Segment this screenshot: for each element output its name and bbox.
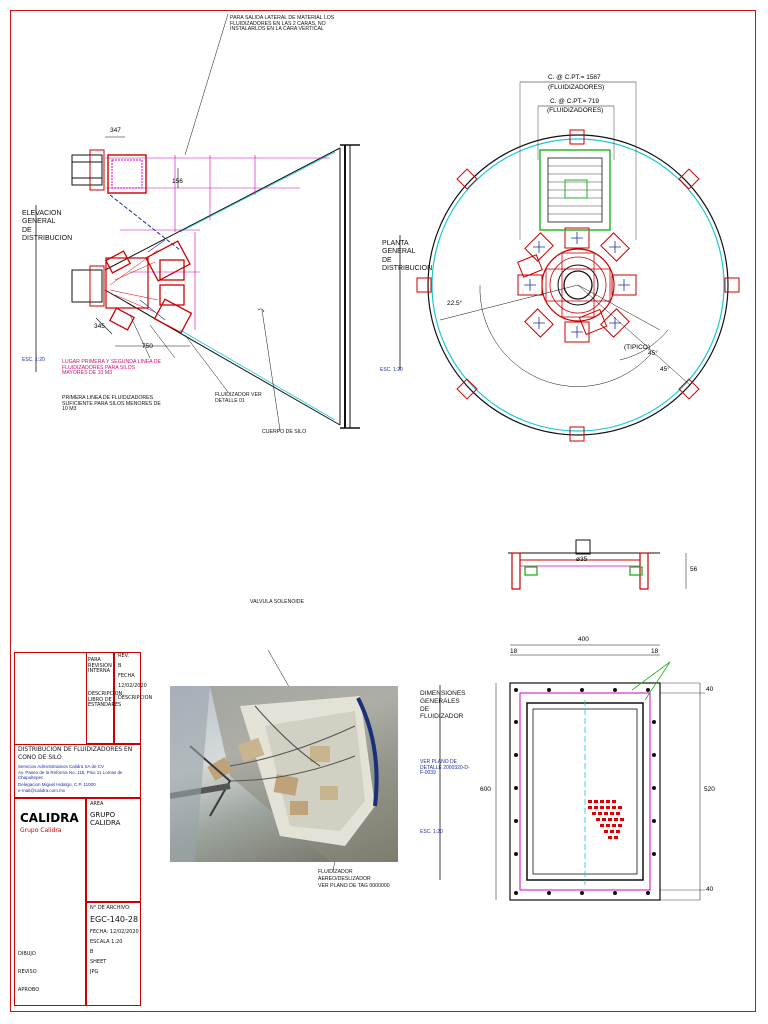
elevation-title: ELEVACION GENERAL DE DISTRIBUCION	[22, 210, 73, 243]
tb-rev-label: REV.	[118, 653, 129, 659]
section-dim-dia: ø35	[576, 556, 588, 563]
tb-company-3: Delegacion Miguel Hidalgo, C.P. 11000	[18, 782, 96, 787]
dim-156: 156	[172, 178, 183, 185]
fluidizer-dims-title: DIMENSIONES GENERALES DE FLUIDIZADOR	[420, 690, 466, 721]
plan-angle-45a: 45°	[648, 350, 658, 357]
fluidizer-dims-scale: ESC. 1:20	[420, 829, 443, 835]
plan-title: PLANTA GENERAL DE DISTRIBUCION	[382, 240, 433, 273]
tb-drawing-title-2: CONO DE SILO	[18, 754, 62, 761]
photo-fluidizer-label-2: AEREO/DESLIZADOR	[318, 876, 371, 882]
elevation-scale: ESC. 1:20	[22, 357, 45, 363]
fl-dim-top: 40	[706, 686, 714, 693]
tb-scale: ESCALA 1:20	[90, 939, 123, 945]
tb-desc-label: DESCRIPCION	[118, 695, 153, 701]
fl-dim-left: 18	[510, 648, 518, 655]
tb-desc-text: DESCRIPCION: LIBRO DE ESTANDARES	[88, 691, 124, 708]
tb-company-4: e-mail@calidra.com.mx	[18, 788, 66, 793]
plan-dim-c2-sub: (FLUIDIZADORES)	[547, 107, 604, 114]
tb-reviso: REVISO	[18, 969, 37, 975]
plan-dim-c1-sub: (FLUIDIZADORES)	[548, 84, 605, 91]
second-line-note: LUGAR PRIMERA Y SEGUNDA LINEA DE FLUIDIZADORES PARA SILOS MAYORES DE 10 M3	[62, 359, 161, 377]
tb-company-2: Av. Paseo de la Reforma No. 115, Piso 11 Lomas de Chapultepec	[18, 770, 123, 780]
tb-rev-desc: PARA REVISION INTERNA	[88, 657, 112, 674]
tb-archive-value: EGC-140-28	[90, 915, 139, 924]
tb-logo-sub: Grupo Calidra	[20, 827, 62, 834]
plan-view	[400, 82, 739, 441]
tb-archive-label: N° DE ARCHIVO:	[90, 905, 131, 911]
fl-dim-width: 400	[578, 636, 589, 643]
tb-rev-value: B	[90, 949, 94, 955]
tb-area-label: AREA	[90, 801, 104, 807]
tb-dibujo: DIBUJO	[18, 951, 36, 957]
plan-angle-typ: (TIPICO)	[624, 344, 650, 351]
section-view	[508, 540, 686, 589]
tb-date-row: 12/02/2020	[118, 683, 147, 689]
fluidizer-detail	[440, 645, 705, 900]
plan-angle-45b: 45°	[660, 366, 670, 373]
tb-logo: CALIDRA	[20, 811, 79, 825]
tb-company-1: Servicios Administrativos Calidra SA de CV	[18, 764, 105, 769]
fl-dim-inner: 520	[704, 786, 715, 793]
tb-fecha-value: FECHA: 12/02/2020	[90, 929, 139, 935]
fl-dim-bottom: 40	[706, 886, 714, 893]
tb-area-value: GRUPO CALIDRA	[90, 811, 121, 827]
first-line-note: PRIMERA LINEA DE FLUIDIZADORES SUFICIENTE PARA SILOS MENORES DE 10 M3	[62, 395, 161, 413]
valve-label: VALVULA SOLENOIDE	[250, 599, 305, 605]
photo-fluidizer-label-3: VER PLANO DE TAG 0000000	[318, 883, 390, 889]
weld-side-note: PARA SALIDA LATERAL DE MATERIAL LOS FLUIDIZADORES EN LAS 2 CARAS, NO INSTALARLOS EN LA CARA VERTICAL	[230, 15, 335, 33]
dim-347: 347	[110, 127, 121, 134]
silo-body-note: CUERPO DE SILO	[262, 429, 307, 435]
tb-jpg: JPG	[90, 969, 99, 975]
tb-aprobo: APROBO	[18, 987, 40, 993]
plan-angle-22: 22.5°	[447, 300, 463, 307]
photo-illustration	[170, 686, 398, 862]
photo-fluidizer-label-1: FLUIDIZADOR	[318, 869, 353, 875]
title-block	[14, 652, 153, 1006]
tb-fecha-label: FECHA	[118, 673, 135, 679]
tb-sheet-label: SHEET	[90, 959, 107, 965]
fl-dim-right: 18	[651, 648, 659, 655]
silo-cone-photo	[170, 686, 398, 862]
tb-drawing-title-1: DISTRIBUCION DE FLUIDIZADORES EN	[18, 746, 133, 753]
fluidizer-note: FLUIDIZADOR VER DETALLE 01	[215, 392, 262, 404]
plan-dim-c1: C. @ C.PT.= 1587	[548, 74, 601, 81]
section-dim-height: 56	[690, 566, 698, 573]
plan-dim-c2: C. @ C.PT.= 719	[550, 98, 600, 105]
fluidizer-dims-ref: VER PLANO DE DETALLE 2000320-D-F-0039	[420, 759, 470, 776]
dim-345: 345	[94, 323, 105, 330]
tb-rev-no: B	[118, 663, 122, 669]
dim-750: 750	[142, 343, 153, 350]
fl-dim-height: 600	[480, 786, 491, 793]
plan-scale: ESC. 1:20	[380, 367, 403, 373]
